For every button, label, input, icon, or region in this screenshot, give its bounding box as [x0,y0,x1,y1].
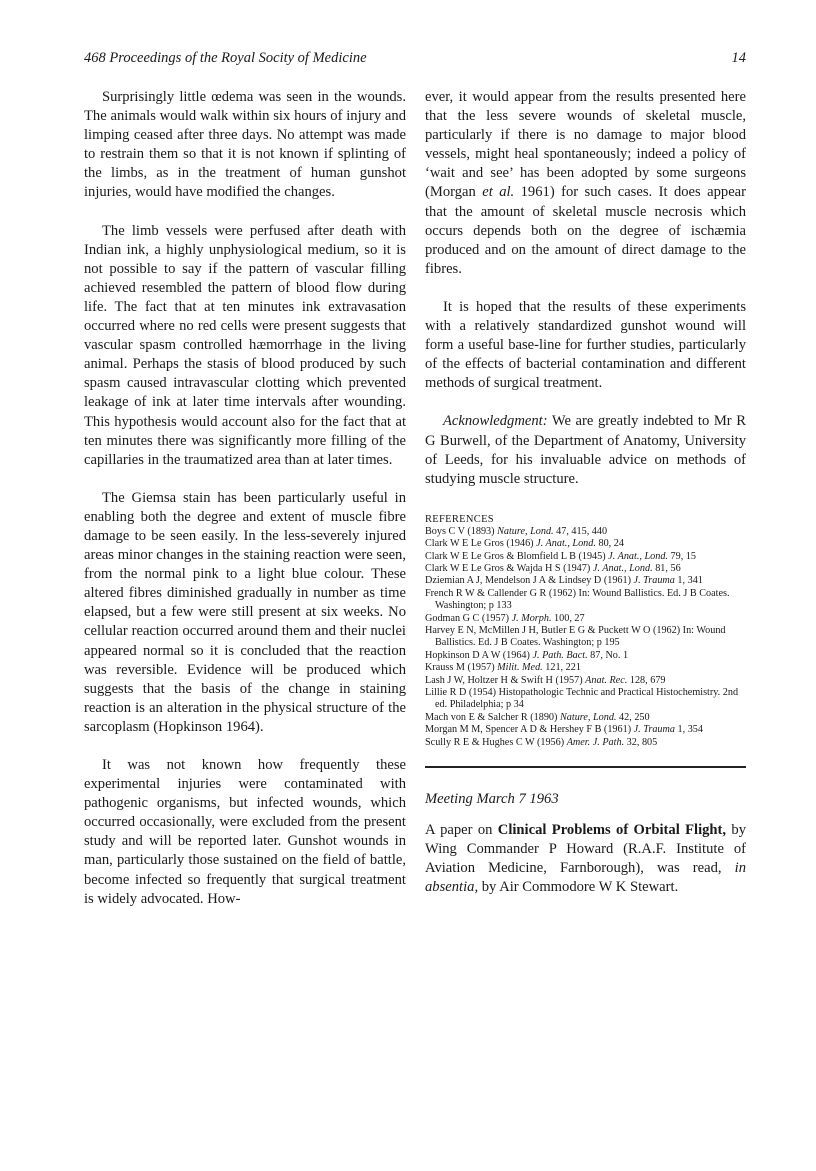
reference-journal: Nature, Lond. [497,525,554,537]
reference-authors: Krauss M (1957) [425,662,498,674]
meeting-heading: Meeting March 7 1963 [425,791,559,808]
meeting-text-a: A paper on [425,822,498,839]
paragraph-limb-vessels: The limb vessels were perfused after death with Indian ink, a highly unphysiological medium, so it is not possible to say if the pattern of vascular filling achieved resembled the pattern of blood flow during life. The fact that at ten minutes ink extravasation occurred where no red cells were present suggests that vascular spasm controlled hæmorrhage in the living animal. Perhaps the stasis of blood produced by such spasm caused intravascular clotting which prevented leakage of ink at later time intervals after wounding. This hypothesis would account also for the fact that at ten minutes there was significantly more filling of the capillaries in the traumatized area than at later times. [84,222,406,468]
reference-journal: J. Trauma [633,724,675,736]
reference-authors: French R W & Callender G R (1962) [425,587,579,599]
reference-journal: Amer. J. Path. [566,736,625,748]
reference-authors: Boys C V (1893) [425,525,498,537]
reference-authors: Clark W E Le Gros (1946) [425,538,537,550]
page-header [84,50,746,72]
reference-item [425,588,746,613]
references-heading: REFERENCES [425,513,494,525]
paragraph-continuation [425,88,746,279]
paragraph-oedema: Surprisingly little œdema was seen in the wounds. The animals would walk within six hours of injury and limping ceased after three days. No attempt was made to restrain them so that it is not known if splinting of the limbs, as in the treatment of human gunshot injuries, would have modified the changes. [84,89,406,201]
reference-details: 32, 805 [624,736,658,748]
reference-item [425,737,746,749]
meeting-paper-title: Clinical Problems of Orbital Flight, [497,822,727,839]
reference-item [425,551,746,563]
reference-journal: Milit. Med. [497,662,543,674]
reference-authors: Lash J W, Holtzer H & Swift H (1957) [425,674,586,686]
reference-item [425,613,746,625]
reference-details: 100, 27 [551,612,585,624]
reference-authors: Mach von E & Salcher R (1890) [425,711,560,723]
reference-item [425,625,746,650]
reference-journal: J. Anat., Lond. [608,550,668,562]
reference-authors: Godman G C (1957) [425,612,512,624]
meeting-paragraph [425,821,746,897]
reference-item [425,675,746,687]
running-head: 468 Proceedings of the Royal Socity of Medicine [84,50,367,66]
reference-item [425,687,746,712]
acknowledgment [425,412,746,488]
reference-authors: Harvey E N, McMillen J H, Butler E G & Puckett W O (1962) [425,625,683,637]
paragraph-conclusion: It is hoped that the results of these experiments with a relatively standardized gunshot wound will form a useful base-line for further studies, particularly of the effects of bacterial contamination and different methods of surgical treatment. [425,298,746,392]
reference-details: 80, 24 [595,538,624,550]
paragraph-infection: It was not known how frequently these experimental injuries were contaminated with pathogenic organisms, but infected wounds, which occurred occasionally, were excluded from the present study and will be reported later. Gunshot wounds in man, particularly those sustained on the field of battle, become infected so frequently that surgical treatment is widely advocated. How- [84,757,406,907]
reference-authors: Clark W E Le Gros & Blomfield L B (1945) [425,550,609,562]
reference-details: 1, 341 [674,575,703,587]
reference-item [425,563,746,575]
reference-details: 121, 221 [542,662,581,674]
reference-authors: Lillie R D (1954) [425,687,499,699]
reference-journal: Anat. Rec. [585,674,628,686]
reference-journal: Nature, Lond. [559,711,617,723]
reference-journal: J. Morph. [511,612,552,624]
reference-item [425,724,746,736]
reference-details: 87, No. 1 [587,649,629,661]
reference-item [425,712,746,724]
continuation-text-b: 1961) for such cases. It does appear that the amount of skeletal muscle necrosis which occurs depends both on the degree of ischæmia produced and on the amount of direct damage to the fibres. [425,184,747,277]
left-column [84,88,406,909]
et-al: et al. [482,184,515,201]
page-number: 14 [731,50,746,66]
reference-authors: Morgan M M, Spencer A D & Hershey F B (1961) [425,724,634,736]
reference-authors: Dziemian A J, Mendelson J A & Lindsey D (1961) [425,575,634,587]
acknowledgment-text: We are greatly indebted to Mr R G Burwell, of the Department of Anatomy, University of Leeds, for his invaluable advice on methods of studying muscle structure. [425,413,746,487]
reference-authors: Clark W E Le Gros & Wajda H S (1947) [425,563,593,574]
reference-journal: J. Anat., Lond. [536,538,596,550]
reference-item [425,575,746,587]
reference-details: 47, 415, 440 [553,525,608,537]
reference-details: 1, 354 [674,724,703,736]
references-list [425,526,746,749]
reference-details: 81, 56 [652,563,681,574]
meeting-text-b: by Wing Commander P Howard (R.A.F. Institute of Aviation Medicine, Farnborough), was read, [425,822,746,877]
reference-details: In: Wound Ballistics. Ed. J B Coates. Washington; p 195 [435,625,726,649]
reference-journal: J. Path. Bact. [532,649,588,661]
reference-journal: J. Trauma [633,575,675,587]
acknowledgment-label: Acknowledgment: [443,413,548,430]
reference-authors: Hopkinson D A W (1964) [425,649,533,661]
continuation-text-a: ever, it would appear from the results presented here that the less severe wounds of skeletal muscle, particularly if there is no damage to major blood vessels, might heal spontaneously; indeed a policy of ‘wait and see’ has been adopted by some surgeons (Morgan [425,89,746,201]
paragraph-giemsa-stain: The Giemsa stain has been particularly useful in enabling both the degree and extent of muscle fibre damage to be seen easily. In the less-severely injured areas minor changes in the staining reaction were seen, from the normal pink to a light blue colour. These altered fibres diminished gradually in number as time elapsed, but a few were still present at six weeks. No cellular reaction occurred around them and their nuclei appeared normal so it is concluded that the reaction was reversible. Evidence will be produced which suggests that the basis of the change in staining reaction is an alteration in the physical structure of the sarcoplasm (Hopkinson 1964). [84,489,406,735]
reference-details: 42, 250 [616,711,650,723]
reference-details: 79, 15 [667,550,696,562]
right-column [425,88,746,898]
reference-details: Histopathologic Technic and Practical Histochemistry. 2nd ed. Philadelphia; p 34 [435,687,739,711]
section-divider [425,766,746,768]
reference-item [425,650,746,662]
reference-item [425,662,746,674]
meeting-in-absentia: in absentia, [425,860,746,896]
reference-journal: J. Anat., Lond. [592,563,653,574]
reference-authors: Scully R E & Hughes C W (1956) [425,736,567,748]
reference-item [425,526,746,538]
reference-details: 128, 679 [627,674,666,686]
reference-item [425,538,746,550]
reference-details: In: Wound Ballistics. Ed. J B Coates. Washington; p 133 [435,587,730,612]
meeting-text-c: by Air Commodore W K Stewart. [478,879,679,896]
